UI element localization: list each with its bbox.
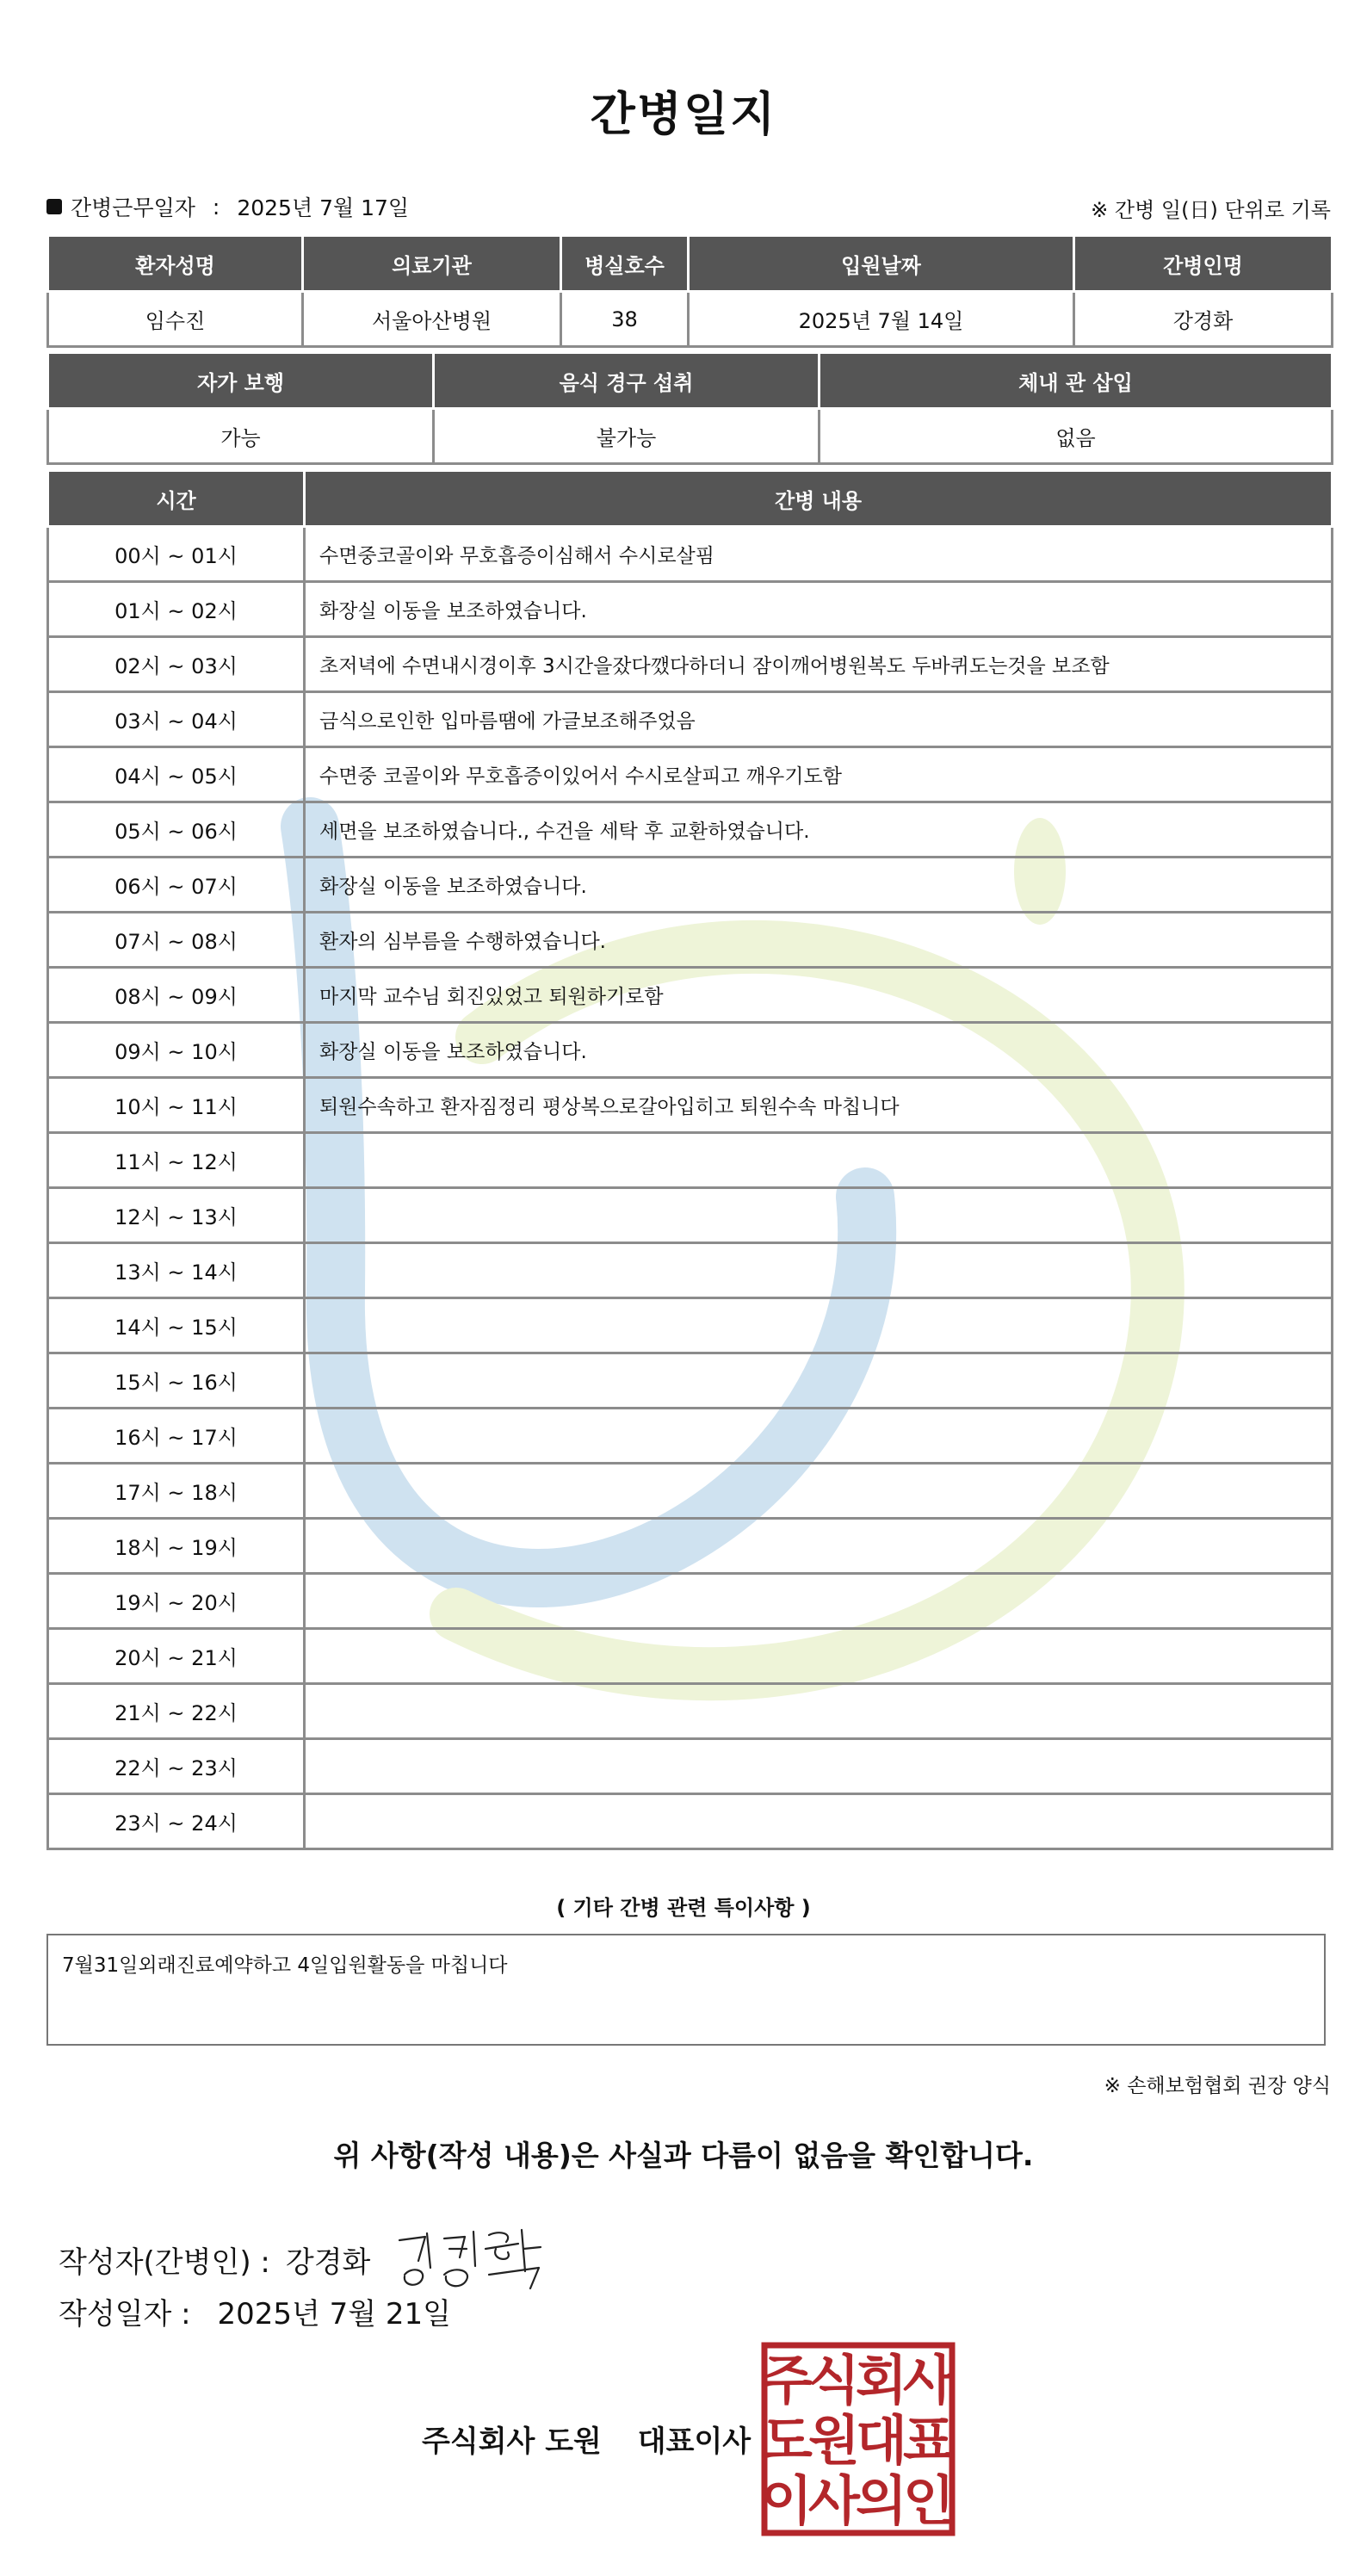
care-log-time: 12시 ~ 13시	[48, 1188, 305, 1243]
room-number-value: 38	[561, 292, 689, 347]
header-room-number: 병실호수	[561, 236, 689, 292]
care-log-time: 04시 ~ 05시	[48, 747, 305, 802]
header-hospital: 의료기관	[303, 236, 561, 292]
header-oral-intake: 음식 경구 섭취	[434, 353, 820, 409]
care-log-content	[305, 1188, 1333, 1243]
special-notes-text: 7월31일외래진료예약하고 4일입원활동을 마칩니다	[62, 1954, 508, 1977]
care-log-row	[48, 858, 1333, 913]
care-log-row	[48, 582, 1333, 637]
care-log-time: 05시 ~ 06시	[48, 802, 305, 858]
care-log-content	[305, 1353, 1333, 1409]
page-title: 간병일지	[590, 87, 777, 141]
care-log-content	[305, 1684, 1333, 1739]
care-log-time: 16시 ~ 17시	[48, 1409, 305, 1464]
care-log-time: 21시 ~ 22시	[48, 1684, 305, 1739]
care-log-content	[305, 1464, 1333, 1519]
seal-character: 식	[808, 2349, 860, 2412]
care-log-body	[48, 527, 1333, 1849]
care-log-content	[305, 1243, 1333, 1298]
admission-date-value: 2025년 7월 14일	[689, 292, 1074, 347]
care-log-row	[48, 1519, 1333, 1574]
square-bullet-icon	[46, 199, 62, 214]
care-log-row	[48, 1739, 1333, 1794]
header-admission-date: 입원날짜	[689, 236, 1074, 292]
care-log-row	[48, 1243, 1333, 1298]
care-log-content: 초저녁에 수면내시경이후 3시간을잤다깼다하더니 잠이깨어병원복도 두바퀴도는것을 보조함	[305, 637, 1333, 692]
care-log-content: 마지막 교수님 회진있었고 퇴원하기로함	[305, 968, 1333, 1023]
self-walking-value: 가능	[48, 409, 434, 464]
care-log-row	[48, 1574, 1333, 1629]
handwritten-signature	[393, 2223, 556, 2295]
care-log-row	[48, 802, 1333, 858]
care-log-content: 화장실 이동을 보조하였습니다.	[305, 858, 1333, 913]
patient-info-header-row	[48, 236, 1333, 292]
hospital-value: 서울아산병원	[303, 292, 561, 347]
form-recommendation-note: ※ 손해보험협회 권장 양식	[1104, 2075, 1331, 2097]
care-log-time: 23시 ~ 24시	[48, 1794, 305, 1849]
status-value-row	[48, 409, 1333, 464]
care-log-content	[305, 1794, 1333, 1849]
care-log-row	[48, 527, 1333, 582]
care-log-header-row	[48, 471, 1333, 527]
seal-character: 주	[761, 2349, 813, 2412]
status-header-row	[48, 353, 1333, 409]
care-log-time: 17시 ~ 18시	[48, 1464, 305, 1519]
special-notes-box	[46, 1934, 1326, 2046]
header-time: 시간	[48, 471, 305, 527]
written-date-value: 2025년 7월 21일	[217, 2297, 452, 2331]
care-log-row	[48, 747, 1333, 802]
company-signature-line	[422, 2418, 751, 2460]
patient-info-table	[46, 234, 1333, 348]
header-tube-insertion: 체내 관 삽입	[820, 353, 1333, 409]
care-log-content	[305, 1519, 1333, 1574]
care-log-row	[48, 1078, 1333, 1133]
care-log-time: 11시 ~ 12시	[48, 1133, 305, 1188]
care-log-time: 20시 ~ 21시	[48, 1629, 305, 1684]
care-log-row	[48, 913, 1333, 968]
work-date-value: 2025년 7월 17일	[237, 195, 410, 220]
care-log-row	[48, 1684, 1333, 1739]
care-log-content	[305, 1739, 1333, 1794]
seal-character: 의	[856, 2469, 907, 2532]
care-log-content: 화장실 이동을 보조하였습니다.	[305, 1023, 1333, 1078]
care-log-row	[48, 1409, 1333, 1464]
care-log-time: 19시 ~ 20시	[48, 1574, 305, 1629]
patient-info-value-row	[48, 292, 1333, 347]
care-log-row	[48, 637, 1333, 692]
tube-insertion-value: 없음	[820, 409, 1333, 464]
care-log-time: 13시 ~ 14시	[48, 1243, 305, 1298]
care-log-time: 00시 ~ 01시	[48, 527, 305, 582]
care-log-content: 수면중코골이와 무호흡증이심해서 수시로살핌	[305, 527, 1333, 582]
patient-status-table	[46, 351, 1333, 465]
care-log-time: 15시 ~ 16시	[48, 1353, 305, 1409]
care-log-time: 01시 ~ 02시	[48, 582, 305, 637]
care-log-row	[48, 1023, 1333, 1078]
care-log-row	[48, 1629, 1333, 1684]
care-log-content: 금식으로인한 입마름땜에 가글보조해주었음	[305, 692, 1333, 747]
care-log-content: 화장실 이동을 보조하였습니다.	[305, 582, 1333, 637]
company-representative-title: 대표이사	[637, 2424, 752, 2459]
care-log-time: 18시 ~ 19시	[48, 1519, 305, 1574]
care-log-row	[48, 968, 1333, 1023]
written-date-label: 작성일자 :	[59, 2297, 191, 2331]
care-log-content: 퇴원수속하고 환자짐정리 평상복으로갈아입히고 퇴원수속 마칩니다	[305, 1078, 1333, 1133]
header-patient-name: 환자성명	[48, 236, 303, 292]
care-log-row	[48, 1353, 1333, 1409]
work-date-separator: :	[212, 194, 220, 220]
care-log-time: 07시 ~ 08시	[48, 913, 305, 968]
seal-character: 이	[761, 2469, 813, 2532]
oral-intake-value: 불가능	[434, 409, 820, 464]
writer-label: 작성자(간병인) :	[59, 2245, 270, 2280]
company-seal-stamp	[761, 2342, 956, 2536]
patient-name-value: 임수진	[48, 292, 303, 347]
seal-character: 원	[808, 2409, 860, 2472]
confirmation-statement: 위 사항(작성 내용)은 사실과 다름이 없음을 확인합니다.	[333, 2139, 1034, 2172]
seal-character: 사	[903, 2349, 955, 2412]
care-log-content: 수면중 코골이와 무호흡증이있어서 수시로살피고 깨우기도함	[305, 747, 1333, 802]
care-log-content: 환자의 심부름을 수행하였습니다.	[305, 913, 1333, 968]
care-log-content	[305, 1409, 1333, 1464]
care-log-time: 08시 ~ 09시	[48, 968, 305, 1023]
seal-character: 인	[903, 2469, 955, 2532]
caregiver-name-value: 강경화	[1074, 292, 1333, 347]
care-log-time: 10시 ~ 11시	[48, 1078, 305, 1133]
care-log-time: 06시 ~ 07시	[48, 858, 305, 913]
work-date-line	[46, 191, 409, 222]
seal-character: 표	[903, 2409, 955, 2472]
care-log-time: 02시 ~ 03시	[48, 637, 305, 692]
care-log-time: 22시 ~ 23시	[48, 1739, 305, 1794]
care-log-time: 14시 ~ 15시	[48, 1298, 305, 1353]
seal-character: 도	[761, 2409, 813, 2472]
writer-name: 강경화	[285, 2245, 371, 2280]
header-self-walking: 자가 보행	[48, 353, 434, 409]
care-log-content: 세면을 보조하였습니다., 수건을 세탁 후 교환하였습니다.	[305, 802, 1333, 858]
care-log-content	[305, 1629, 1333, 1684]
care-log-row	[48, 1188, 1333, 1243]
care-log-row	[48, 1298, 1333, 1353]
record-unit-note: ※ 간병 일(日) 단위로 기록	[1091, 198, 1331, 222]
care-log-content	[305, 1574, 1333, 1629]
care-log-row	[48, 692, 1333, 747]
writer-line	[59, 2223, 556, 2295]
care-log-table	[46, 469, 1333, 1850]
care-log-time: 03시 ~ 04시	[48, 692, 305, 747]
care-log-content	[305, 1298, 1333, 1353]
care-log-row	[48, 1133, 1333, 1188]
special-notes-title: ( 기타 간병 관련 특이사항 )	[556, 1896, 811, 1920]
header-caregiver-name: 간병인명	[1074, 236, 1333, 292]
work-date-label: 간병근무일자	[71, 195, 195, 220]
care-log-content	[305, 1133, 1333, 1188]
written-date-line	[59, 2290, 451, 2332]
seal-character: 회	[856, 2349, 907, 2412]
care-log-time: 09시 ~ 10시	[48, 1023, 305, 1078]
company-name: 주식회사 도원	[422, 2424, 602, 2459]
seal-character: 사	[808, 2469, 860, 2532]
seal-character: 대	[856, 2409, 907, 2472]
care-log-row	[48, 1464, 1333, 1519]
care-log-row	[48, 1794, 1333, 1849]
header-care-content: 간병 내용	[305, 471, 1333, 527]
